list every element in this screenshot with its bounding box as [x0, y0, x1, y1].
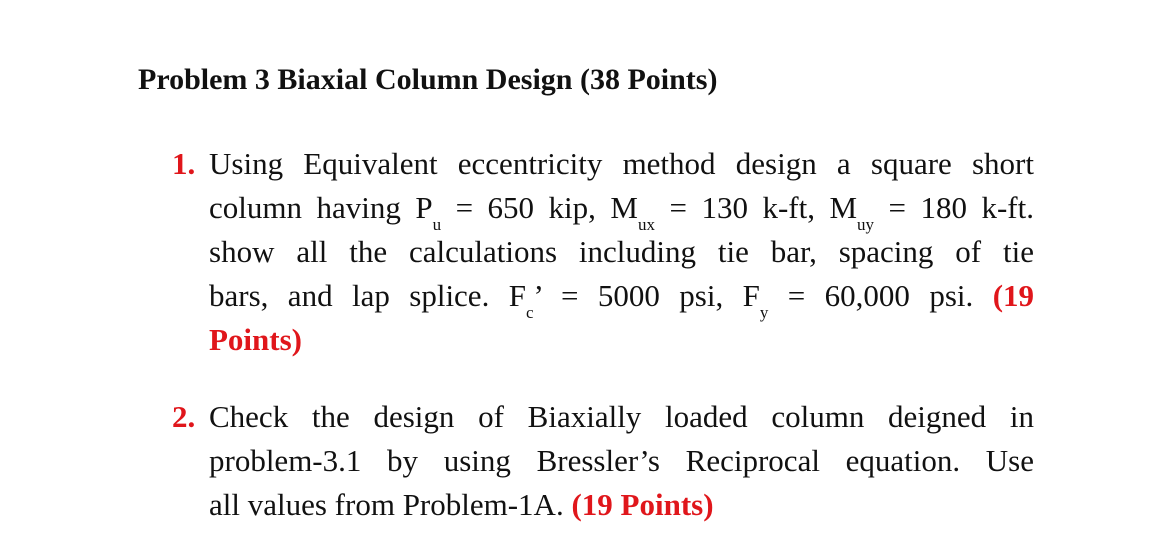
text-segment: = 650 kip, M [441, 190, 638, 225]
text-segment: all values from Problem-1A. [209, 487, 564, 522]
question-1-points-cont: Points) [209, 322, 302, 357]
text-segment: column having P [209, 190, 433, 225]
question-2-points: (19 Points) [571, 487, 714, 522]
question-1-points: (19 [992, 278, 1035, 313]
text-segment: = 130 k-ft, M [654, 190, 858, 225]
question-2-line-1: Check the design of Biaxially loaded column deigned in [209, 399, 1034, 434]
question-1-text [209, 142, 1034, 362]
question-1-line-3: show all the calculations including tie bar, spacing of tie [209, 234, 1034, 269]
text-segment: = 60,000 psi. [768, 278, 974, 313]
subscript-u: u [432, 215, 442, 234]
question-2-text [209, 395, 1034, 527]
subscript-ux: ux [637, 215, 655, 234]
question-1-number: 1. [172, 146, 196, 181]
text-segment: bars, and lap splice. F [209, 278, 526, 313]
subscript-uy: uy [857, 215, 875, 234]
question-1-line-4 [209, 274, 1035, 322]
problem-title: Problem 3 Biaxial Column Design (38 Points) [138, 63, 718, 96]
question-1-line-2 [209, 186, 1034, 234]
text-segment: ’ = 5000 psi, F [533, 278, 760, 313]
question-2-line-2: problem-3.1 by using Bressler’s Reciprocal equation. Use [209, 443, 1034, 478]
subscript-c: c [525, 303, 534, 322]
question-1-line-1: Using Equivalent eccentricity method design a square short [209, 146, 1034, 181]
question-2-number: 2. [172, 399, 196, 434]
subscript-y: y [759, 303, 769, 322]
text-segment: = 180 k-ft. [874, 190, 1034, 225]
question-2-line-3 [209, 483, 1034, 527]
